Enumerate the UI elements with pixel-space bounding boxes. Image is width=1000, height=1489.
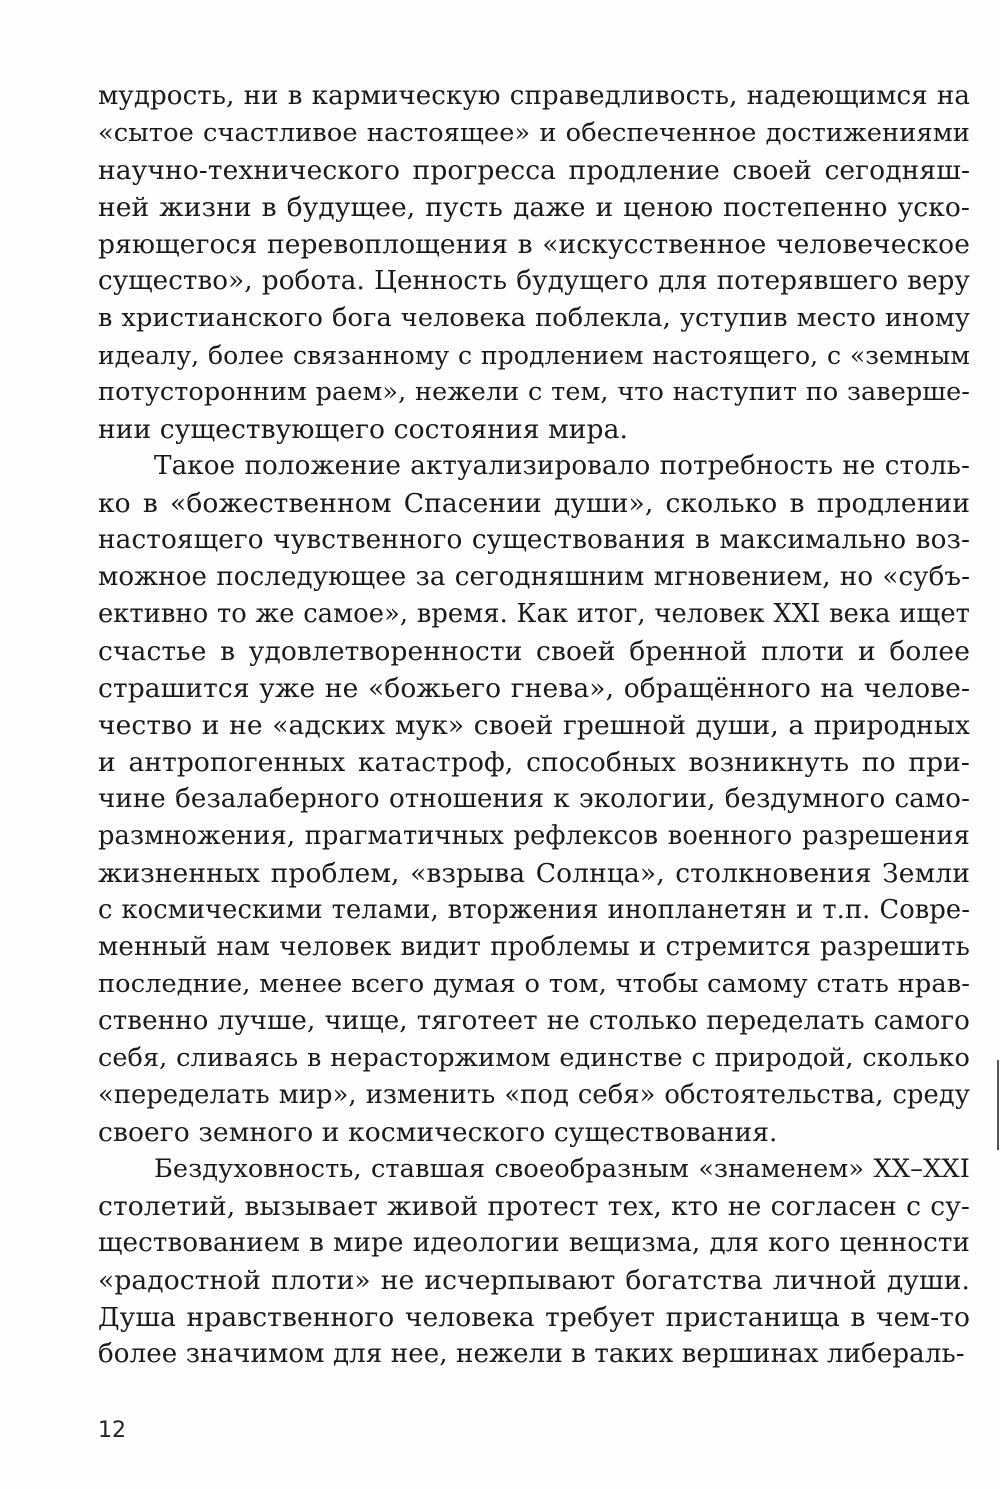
text-line: размножения, прагматичных рефлексов военного разрешения (98, 821, 970, 851)
text-line: страшится уже не «божьего гнева», обращённого на челове- (98, 673, 970, 704)
text-line: ко в «божественном Спасении души», сколько в продлении (98, 488, 970, 519)
text-line: мудрость, ни в кармическую справедливость, надеющимся на (98, 81, 970, 111)
text-line: можное последующее за сегодняшним мгновением, но «субъ- (98, 562, 970, 592)
body-text (98, 78, 970, 1373)
text-line: в христианского бога человека поблекла, уступив место иному (98, 303, 970, 333)
text-line: столетий, вызывает живой протест тех, кто не согласен с су- (98, 1191, 970, 1222)
text-line: с космическими телами, вторжения инопланетян и т.п. Совре- (98, 895, 970, 925)
text-line: существо», робота. Ценность будущего для потерявшего веру (98, 266, 970, 296)
text-line: ряющегося перевоплощения в «искусственное человеческое (98, 229, 970, 260)
text-line: своего земного и космического существования. (98, 1117, 778, 1148)
text-line: настоящего чувственного существования в максимально воз- (98, 525, 970, 555)
text-line: менный нам человек видит проблемы и стремится разрешить (98, 932, 970, 962)
text-line: ней жизни в будущее, пусть даже и ценою постепенно уско- (98, 192, 970, 223)
paragraph (98, 1151, 970, 1373)
text-line: идеалу, более связанному с продлением настоящего, с «земным (98, 341, 970, 370)
text-line: более значимом для нее, нежели в таких вершинах либераль- (98, 1339, 965, 1369)
text-line: «сытое счастливое настоящее» и обеспеченное достижениями (98, 118, 970, 148)
text-line: «радостной плоти» не исчерпывают богатства личной души. (98, 1265, 970, 1296)
text-line: Душа нравственного человека требует пристанища в чем-то (98, 1302, 970, 1333)
page-number: 12 (98, 1418, 126, 1443)
text-line: нии существующего состояния мира. (98, 414, 629, 445)
page-edge-mark (997, 1060, 999, 1150)
text-line: потусторонним раем», нежели с тем, что наступит по заверше- (98, 377, 970, 407)
text-line: счастье в удовлетворенности своей бренной плоти и более (98, 636, 970, 667)
text-line: чество и не «адских мук» своей грешной души, а природных (98, 710, 970, 741)
text-line: жизненных проблем, «взрыва Солнца», столкновения Земли (98, 858, 970, 889)
paragraph (98, 78, 970, 448)
text-line: последние, менее всего думая о том, чтобы самому стать нрав- (98, 969, 970, 999)
text-line: себя, сливаясь в нерасторжимом единстве с природой, сколько (98, 1043, 970, 1073)
text-line: ективно то же самое», время. Как итог, человек XXI века ищет (98, 599, 970, 629)
text-line: Бездуховность, ставшая своеобразным «знаменем» XX–XXI (154, 1154, 970, 1184)
paragraph (98, 448, 970, 1151)
text-line: ществованием в мире идеологии вещизма, для кого ценности (98, 1228, 970, 1258)
text-line: и антропогенных катастроф, способных возникнуть по при- (98, 747, 970, 778)
text-line: Такое положение актуализировало потребность не столь- (154, 451, 970, 481)
text-line: «переделать мир», изменить «под себя» обстоятельства, среду (98, 1080, 970, 1110)
text-line: ственно лучше, чище, тяготеет не столько переделать самого (98, 1006, 970, 1036)
text-line: чине безалаберного отношения к экологии, бездумного само- (98, 784, 970, 814)
text-line: научно-технического прогресса продление своей сегодняш- (98, 155, 970, 186)
